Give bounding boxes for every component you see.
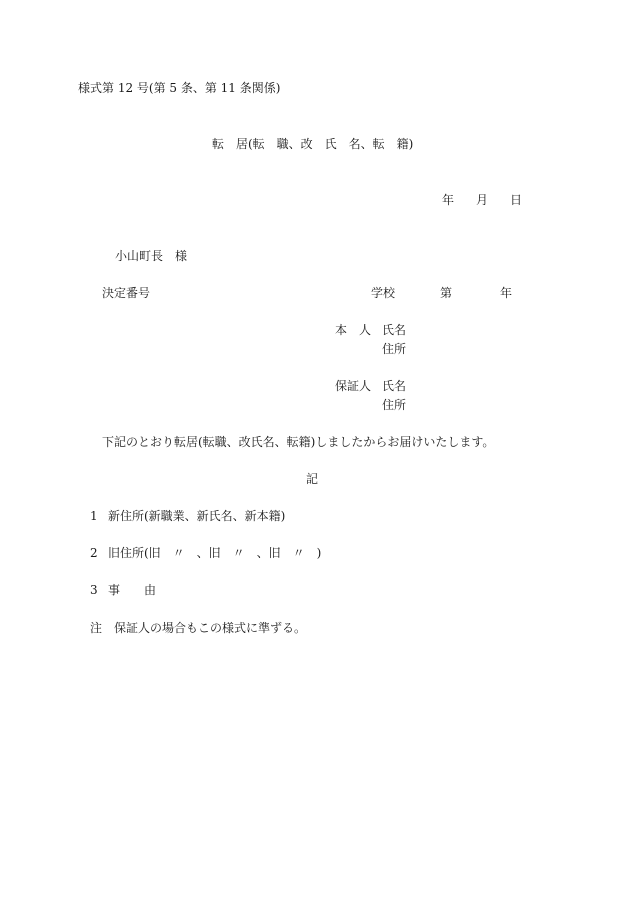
note-text: 注 保証人の場合もこの様式に準ずる。 (90, 621, 307, 635)
applicant-address-label: 住所 (382, 342, 407, 356)
guarantor-address-label: 住所 (382, 398, 407, 412)
document-title: 転 居(転 職、改 氏 名、転 籍) (212, 137, 414, 151)
item-3-text: 事 由 (108, 583, 157, 597)
item-1-text: 新住所(新職業、新氏名、新本籍) (108, 509, 286, 523)
grade-prefix-label: 第 (440, 286, 453, 300)
date-year-label: 年 (442, 193, 455, 207)
guarantor-role-label: 保証人 (335, 379, 372, 393)
form-number: 様式第 12 号(第 5 条、第 11 条関係) (78, 81, 281, 95)
school-label: 学校 (371, 286, 396, 300)
date-day-label: 日 (510, 193, 523, 207)
item-2-number: 2 (90, 546, 98, 560)
ki-heading: 記 (306, 472, 319, 486)
date-month-label: 月 (476, 193, 489, 207)
guarantor-name-label: 氏名 (382, 379, 407, 393)
applicant-role-label: 本 人 (335, 323, 372, 337)
item-2-text: 旧住所(旧 〃 、旧 〃 、旧 〃 ) (108, 546, 322, 560)
addressee: 小山町長 様 (115, 249, 188, 263)
statement-text: 下記のとおり転居(転職、改氏名、転籍)しましたからお届けいたします。 (102, 435, 495, 449)
grade-suffix-label: 年 (500, 286, 513, 300)
applicant-name-label: 氏名 (382, 323, 407, 337)
decision-number-label: 決定番号 (102, 286, 151, 300)
item-3-number: 3 (90, 583, 98, 597)
item-1-number: 1 (90, 509, 98, 523)
